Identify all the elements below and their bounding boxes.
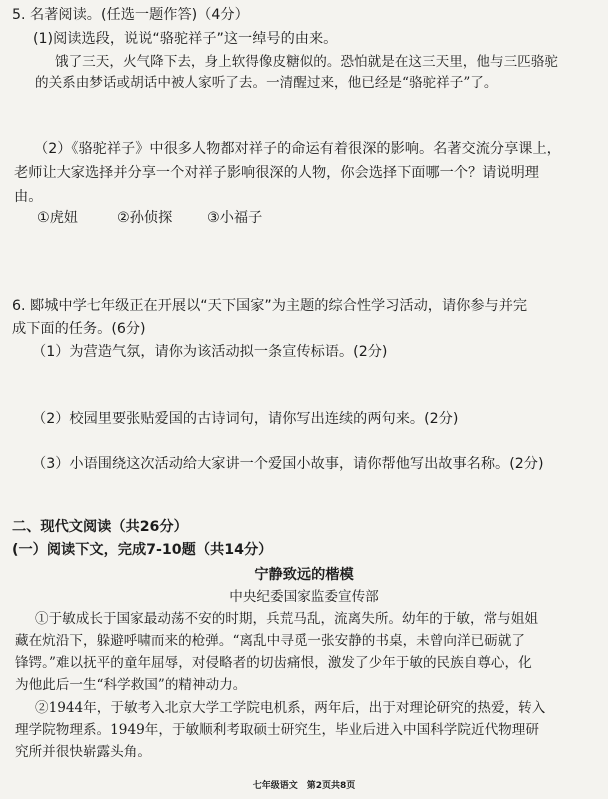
q6-sub3: （3）小语围绕这次活动给大家讲一个爱国小故事，请你帮他写出故事名称。(2分)	[32, 456, 544, 472]
para1-line-3: 锋锷。”难以抚平的童年屈辱，对侵略者的切齿痛恨，激发了少年于敏的民族自尊心，化	[15, 655, 532, 671]
answer-space-q5-2[interactable]	[0, 230, 608, 290]
q5-part2-line-1: （2）《骆驼祥子》中很多人物都对祥子的命运有着很深的影响。名著交流分享课上，	[34, 141, 561, 157]
q5-part1-prompt: (1)阅读选段，说说“骆驼祥子”这一绰号的由来。	[33, 31, 338, 47]
para2-line-1: ②1944年，于敏考入北京大学工学院电机系，两年后，出于对理论研究的热爱，转入	[35, 700, 546, 716]
para2-line-2: 理学院物理系。1949年，于敏顺利考取硕士研究生，毕业后进入中国科学院近代物理研	[15, 722, 539, 738]
q5-option-huniu: ①虎妞	[37, 210, 79, 226]
para1-line-4: 为他此后一生“科学救国”的精神动力。	[15, 677, 247, 693]
answer-space-q5-1[interactable]	[0, 95, 608, 135]
q5-option-xiaofuzi: ③小福子	[207, 210, 263, 226]
section2-heading: 二、现代文阅读（共26分）	[12, 519, 188, 535]
answer-space-q6-3[interactable]	[0, 476, 608, 511]
para2-line-3: 究所并很快崭露头角。	[15, 744, 151, 760]
q5-title: 5. 名著阅读。(任选一题作答)（4分）	[12, 7, 249, 23]
q5-part2-line-2: 老师让大家选择并分享一个对祥子影响很深的人物，你会选择下面哪一个？请说明理	[14, 165, 539, 181]
q6-sub2: （2）校园里要张贴爱国的古诗词句，请你写出连续的两句来。(2分)	[32, 411, 459, 427]
answer-space-q6-1[interactable]	[0, 363, 608, 403]
q6-sub1: （1）为营造气氛，请你为该活动拟一条宣传标语。(2分)	[32, 344, 388, 360]
q6-title-line-2: 成下面的任务。(6分)	[12, 321, 146, 337]
q5-option-sun-detective: ②孙侦探	[117, 210, 173, 226]
answer-space-q6-2[interactable]	[0, 430, 608, 450]
q6-title-line-1: 6. 郾城中学七年级正在开展以“天下国家”为主题的综合性学习活动，请你参与并完	[12, 298, 528, 314]
section2-part1-heading: (一）阅读下文，完成7-10题（共14分）	[12, 542, 273, 558]
para1-line-2: 藏在炕沿下，躲避呼啸而来的枪弹。“离乱中寻觅一张安静的书桌，未曾向洋已砺就了	[15, 633, 525, 649]
q5-part2-line-3: 由。	[14, 189, 43, 205]
page-footer: 七年级语文 第2页共8页	[252, 781, 356, 791]
article-title: 宁静致远的楷模	[254, 567, 354, 583]
para1-line-1: ①于敏成长于国家最动荡不安的时期，兵荒马乱，流离失所。幼年的于敏，常与姐姐	[35, 611, 538, 627]
article-author: 中央纪委国家监委宣传部	[229, 589, 379, 605]
q5-excerpt-line-1: 饿了三天，火气降下去，身上软得像皮糖似的。恐怕就是在这三天里，他与三匹骆驼	[55, 54, 558, 70]
q5-excerpt-line-2: 的关系由梦话或胡话中被人家听了去。一清醒过来，他已经是“骆驼祥子”了。	[35, 75, 498, 91]
